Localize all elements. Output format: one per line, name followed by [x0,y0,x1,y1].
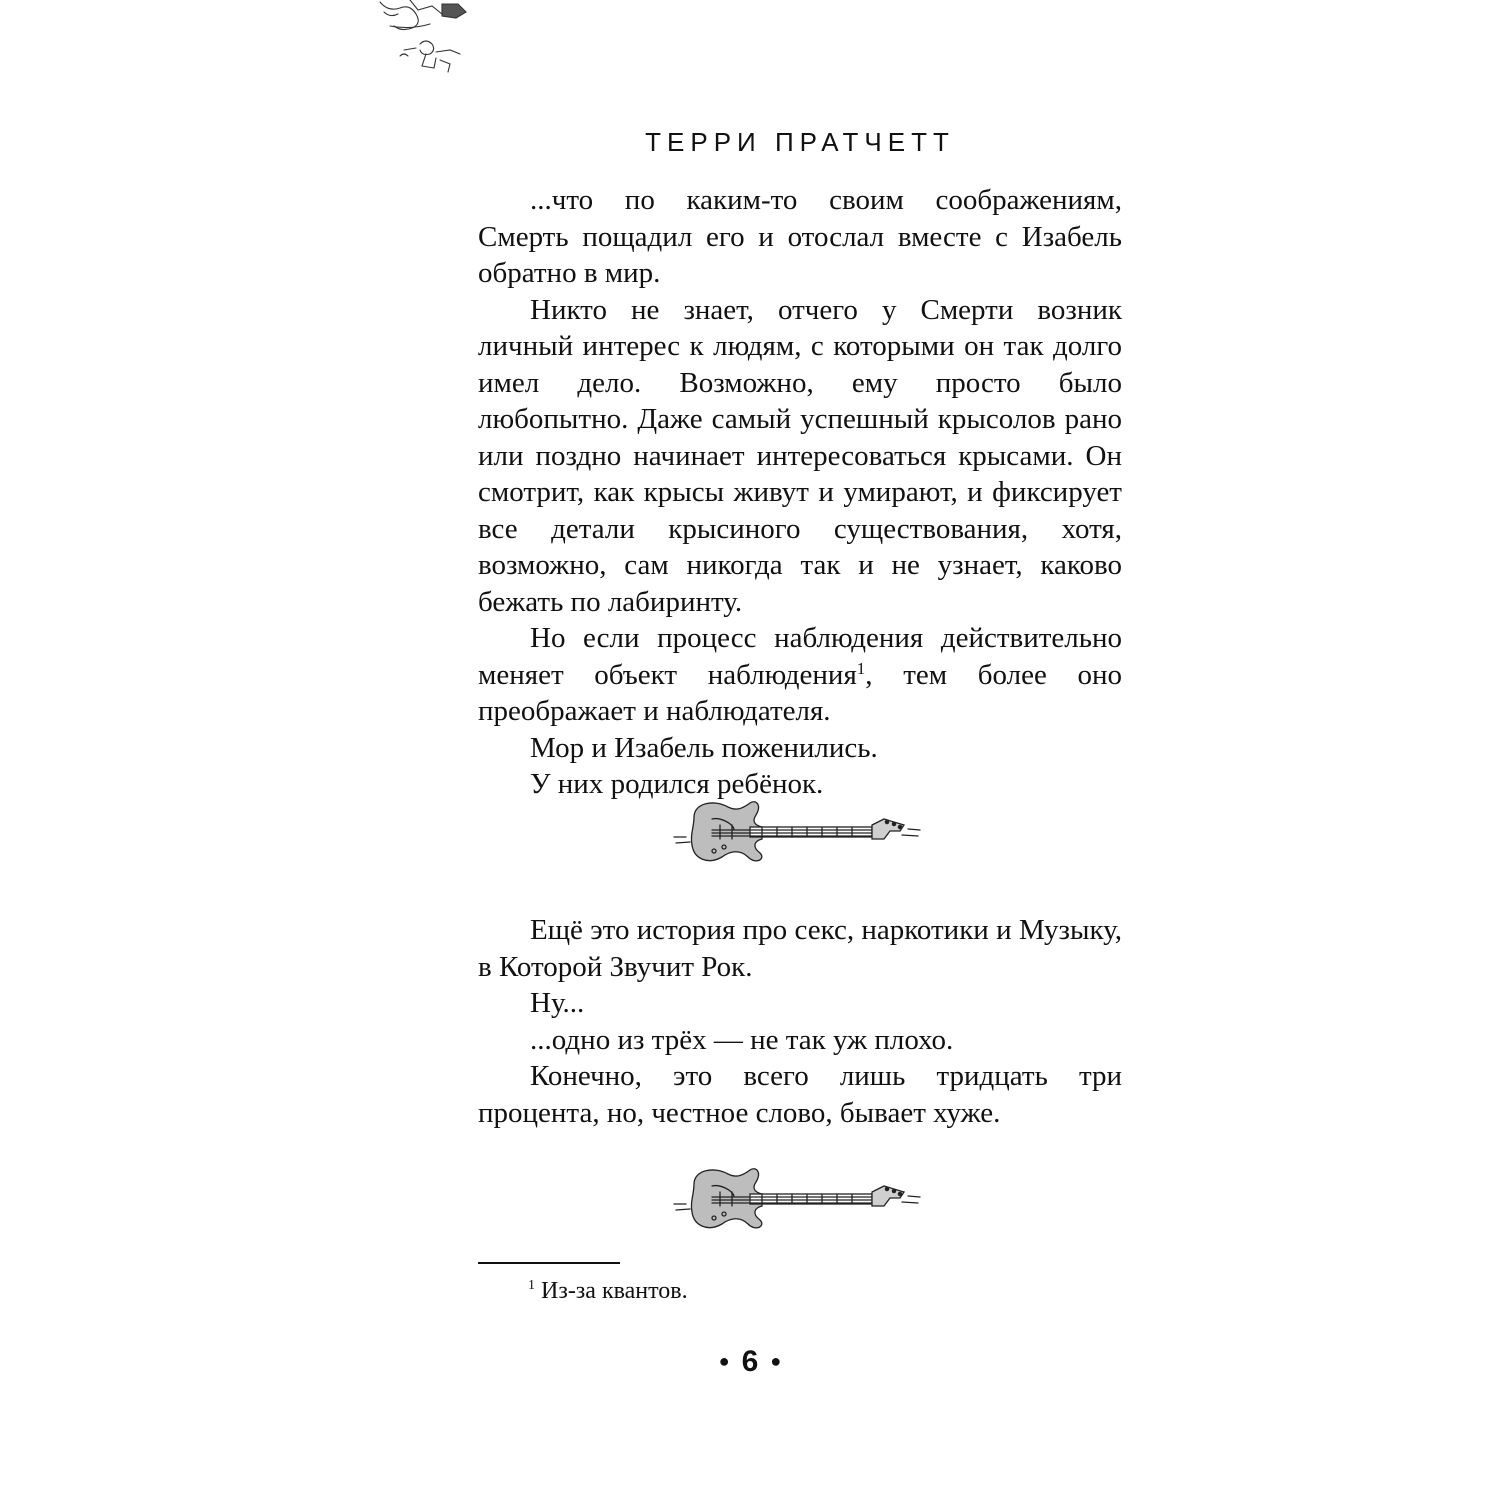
electric-guitar-icon [672,1162,922,1232]
footnote-reference[interactable]: 1 [856,658,866,678]
paragraph-text: , тем более оно преображает и наблюдателя. [478,658,1122,727]
paragraph: ...одно из трёх — не так уж плохо. [530,1023,954,1056]
electric-guitar-icon [672,795,922,865]
page-number-value: 6 [741,1345,759,1378]
footnote-text: Из-за квантов. [541,1278,688,1304]
paragraph: Конечно, это всего лишь тридцать три процента, но, честное слово, бывает хуже. [478,1060,1122,1129]
main-text-block [478,182,1122,803]
footnote-mark: 1 [528,1278,535,1293]
footnote-divider [478,1262,620,1264]
paragraph: Никто не знает, отчего у Смерти возник личный интерес к людям, с которыми он так долго имел дело. Возможно, ему просто было любопытно. Даже самый успешный крысолов рано или поздно начинает интересоваться крысами. Он смотрит, как крысы живут и умирают, и фиксирует все детали крысиного существования, хотя, возможно, сам никогда так и не узнает, каково бежать по лабиринту. [478,293,1122,618]
paragraph: У них родился ребёнок. [530,768,824,800]
paragraph-with-footnote [478,620,1122,730]
bullet-icon: ● [770,1351,782,1371]
main-text-block-2 [478,912,1122,1131]
footnote [528,1278,1128,1305]
sketch-figures-illustration [370,0,485,75]
running-head-author: ТЕРРИ ПРАТЧЕТТ [645,127,955,157]
bullet-icon: ● [718,1351,730,1371]
paragraph: Мор и Изабель поженились. [530,731,878,764]
paragraph-text: Но если процесс наблюдения действительно меняет объект наблюдения [478,622,1122,691]
paragraph: Ну... [530,987,585,1019]
paragraph: Ещё это история про секс, наркотики и Музыку, в Которой Звучит Рок. [478,914,1122,983]
page-number [700,1345,800,1379]
paragraph: ...что по каким-то своим соображениям, Смерть пощадил его и отослал вместе с Изабель обратно в мир. [478,184,1122,289]
